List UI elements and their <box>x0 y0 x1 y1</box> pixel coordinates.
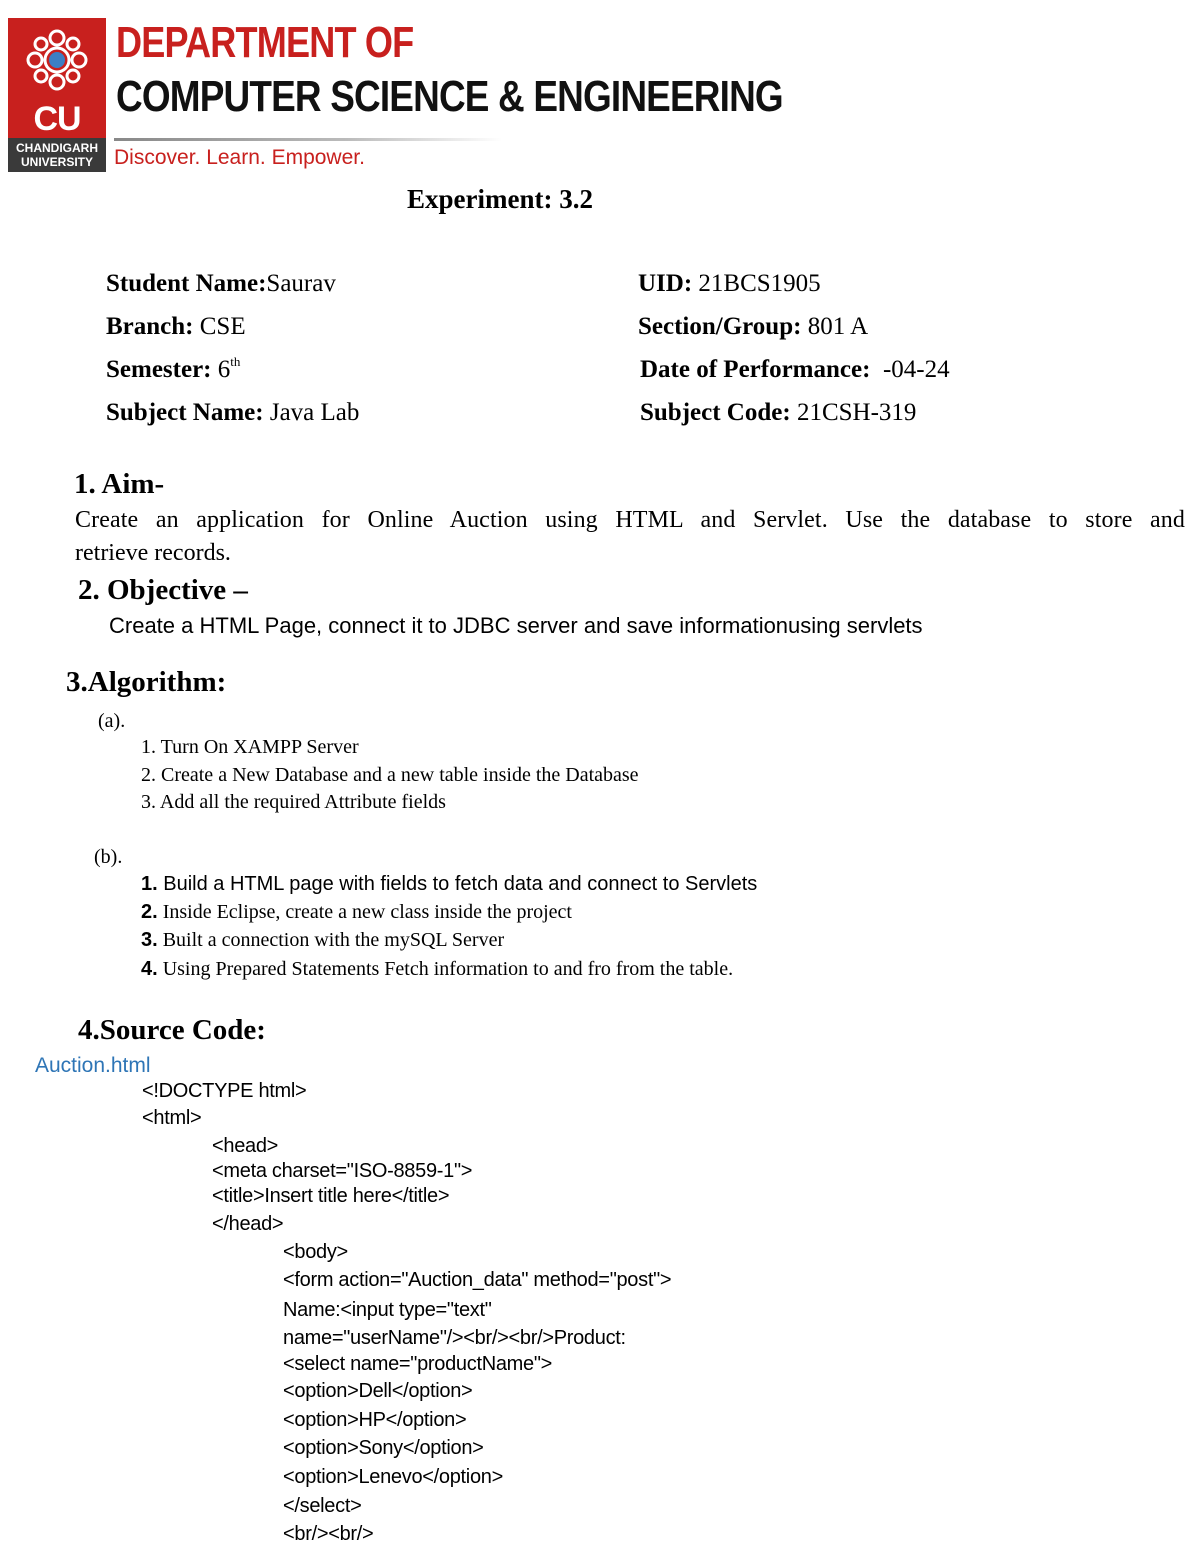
code-line: Name:<input type="text" <box>283 1299 492 1321</box>
code-line: <meta charset="ISO-8859-1"> <box>212 1160 473 1182</box>
aim-heading: 1. Aim- <box>74 468 165 500</box>
code-line: <body> <box>283 1241 348 1263</box>
uid-label: UID: <box>638 270 693 297</box>
student-name-field <box>106 270 336 298</box>
code-line: <form action="Auction_data" method="post"> <box>283 1269 672 1291</box>
code-line: <option>HP</option> <box>283 1409 467 1431</box>
university-logo <box>8 18 106 172</box>
objective-heading: 2. Objective – <box>78 574 248 606</box>
subject-code-label: Subject Code: <box>640 399 791 426</box>
algorithm-a-step-2: 2. Create a New Database and a new table inside the Database <box>141 764 639 786</box>
branch-label: Branch: <box>106 313 194 340</box>
algorithm-part-b-label: (b). <box>94 846 123 868</box>
subject-name-value: Java Lab <box>263 399 360 426</box>
step-text: Using Prepared Statements Fetch information to and fro from the table. <box>157 958 734 980</box>
uid-value: 21BCS1905 <box>692 270 821 297</box>
step-number: 2. <box>141 901 158 923</box>
branch-value: CSE <box>193 313 246 340</box>
algorithm-b-step-2 <box>141 901 572 924</box>
step-text: Inside Eclipse, create a new class inside the project <box>157 901 572 923</box>
experiment-title: Experiment: 3.2 <box>407 184 593 214</box>
code-line: <br/><br/> <box>283 1523 374 1545</box>
section-label: Section/Group: <box>638 313 802 340</box>
algorithm-b-step-4 <box>141 958 733 981</box>
logo-footer-line2: UNIVERSITY <box>20 155 93 169</box>
date-field <box>640 356 950 384</box>
step-text: Build a HTML page with fields to fetch data and connect to Servlets <box>157 873 758 895</box>
subject-name-label: Subject Name: <box>106 399 264 426</box>
subject-code-value: 21CSH-319 <box>790 399 917 426</box>
subject-code-field <box>640 399 916 427</box>
date-value: -04-24 <box>870 356 950 383</box>
semester-suffix: th <box>230 354 241 369</box>
semester-value: 6 <box>211 356 231 383</box>
code-line: <option>Lenevo</option> <box>283 1466 503 1488</box>
department-title-line2: COMPUTER SCIENCE & ENGINEERING <box>116 72 783 121</box>
code-line: <select name="productName"> <box>283 1353 553 1375</box>
code-line: <html> <box>142 1107 202 1129</box>
algorithm-b-step-1 <box>141 873 757 896</box>
algorithm-a-step-3: 3. Add all the required Attribute fields <box>141 791 446 813</box>
step-number: 4. <box>141 958 158 980</box>
code-line: <option>Sony</option> <box>283 1437 484 1459</box>
student-name-label: Student Name: <box>106 270 267 297</box>
logo-footer-line1: CHANDIGARH <box>16 141 98 155</box>
step-text: Built a connection with the mySQL Server <box>157 929 505 951</box>
aim-text-line1: Create an application for Online Auction using HTML and Servlet. Use the database to store and <box>75 507 1185 533</box>
subject-name-field <box>106 399 359 427</box>
code-line: <head> <box>212 1135 279 1157</box>
student-name-value: Saurav <box>266 270 336 297</box>
code-line: </head> <box>212 1213 284 1235</box>
uid-field <box>638 270 821 298</box>
step-number: 1. <box>141 873 158 895</box>
semester-label: Semester: <box>106 356 212 383</box>
section-field <box>638 313 868 341</box>
tagline: Discover. Learn. Empower. <box>114 146 365 169</box>
algorithm-part-a-label: (a). <box>98 710 126 732</box>
section-value: 801 A <box>801 313 869 340</box>
algorithm-heading: 3.Algorithm: <box>66 666 227 698</box>
source-code-heading: 4.Source Code: <box>78 1014 266 1046</box>
emblem-icon <box>8 18 106 98</box>
date-label: Date of Performance: <box>640 356 871 383</box>
branch-field <box>106 313 246 341</box>
algorithm-a-step-1: 1. Turn On XAMPP Server <box>141 736 359 758</box>
source-file-name: Auction.html <box>35 1054 151 1077</box>
step-number: 3. <box>141 929 158 951</box>
code-line: <option>Dell</option> <box>283 1380 473 1402</box>
logo-footer <box>8 138 106 172</box>
code-line: name="userName"/><br/><br/>Product: <box>283 1327 626 1349</box>
objective-text: Create a HTML Page, connect it to JDBC server and save informationusing servlets <box>109 613 923 638</box>
code-line: </select> <box>283 1495 362 1517</box>
header-divider <box>114 138 502 141</box>
code-line: <title>Insert title here</title> <box>212 1185 450 1207</box>
semester-field <box>106 356 240 384</box>
logo-cu-text: CU <box>33 100 81 138</box>
code-line: <!DOCTYPE html> <box>142 1080 307 1102</box>
department-title-line1: DEPARTMENT OF <box>116 18 414 67</box>
algorithm-b-step-3 <box>141 929 504 952</box>
aim-text-line2: retrieve records. <box>75 540 231 566</box>
